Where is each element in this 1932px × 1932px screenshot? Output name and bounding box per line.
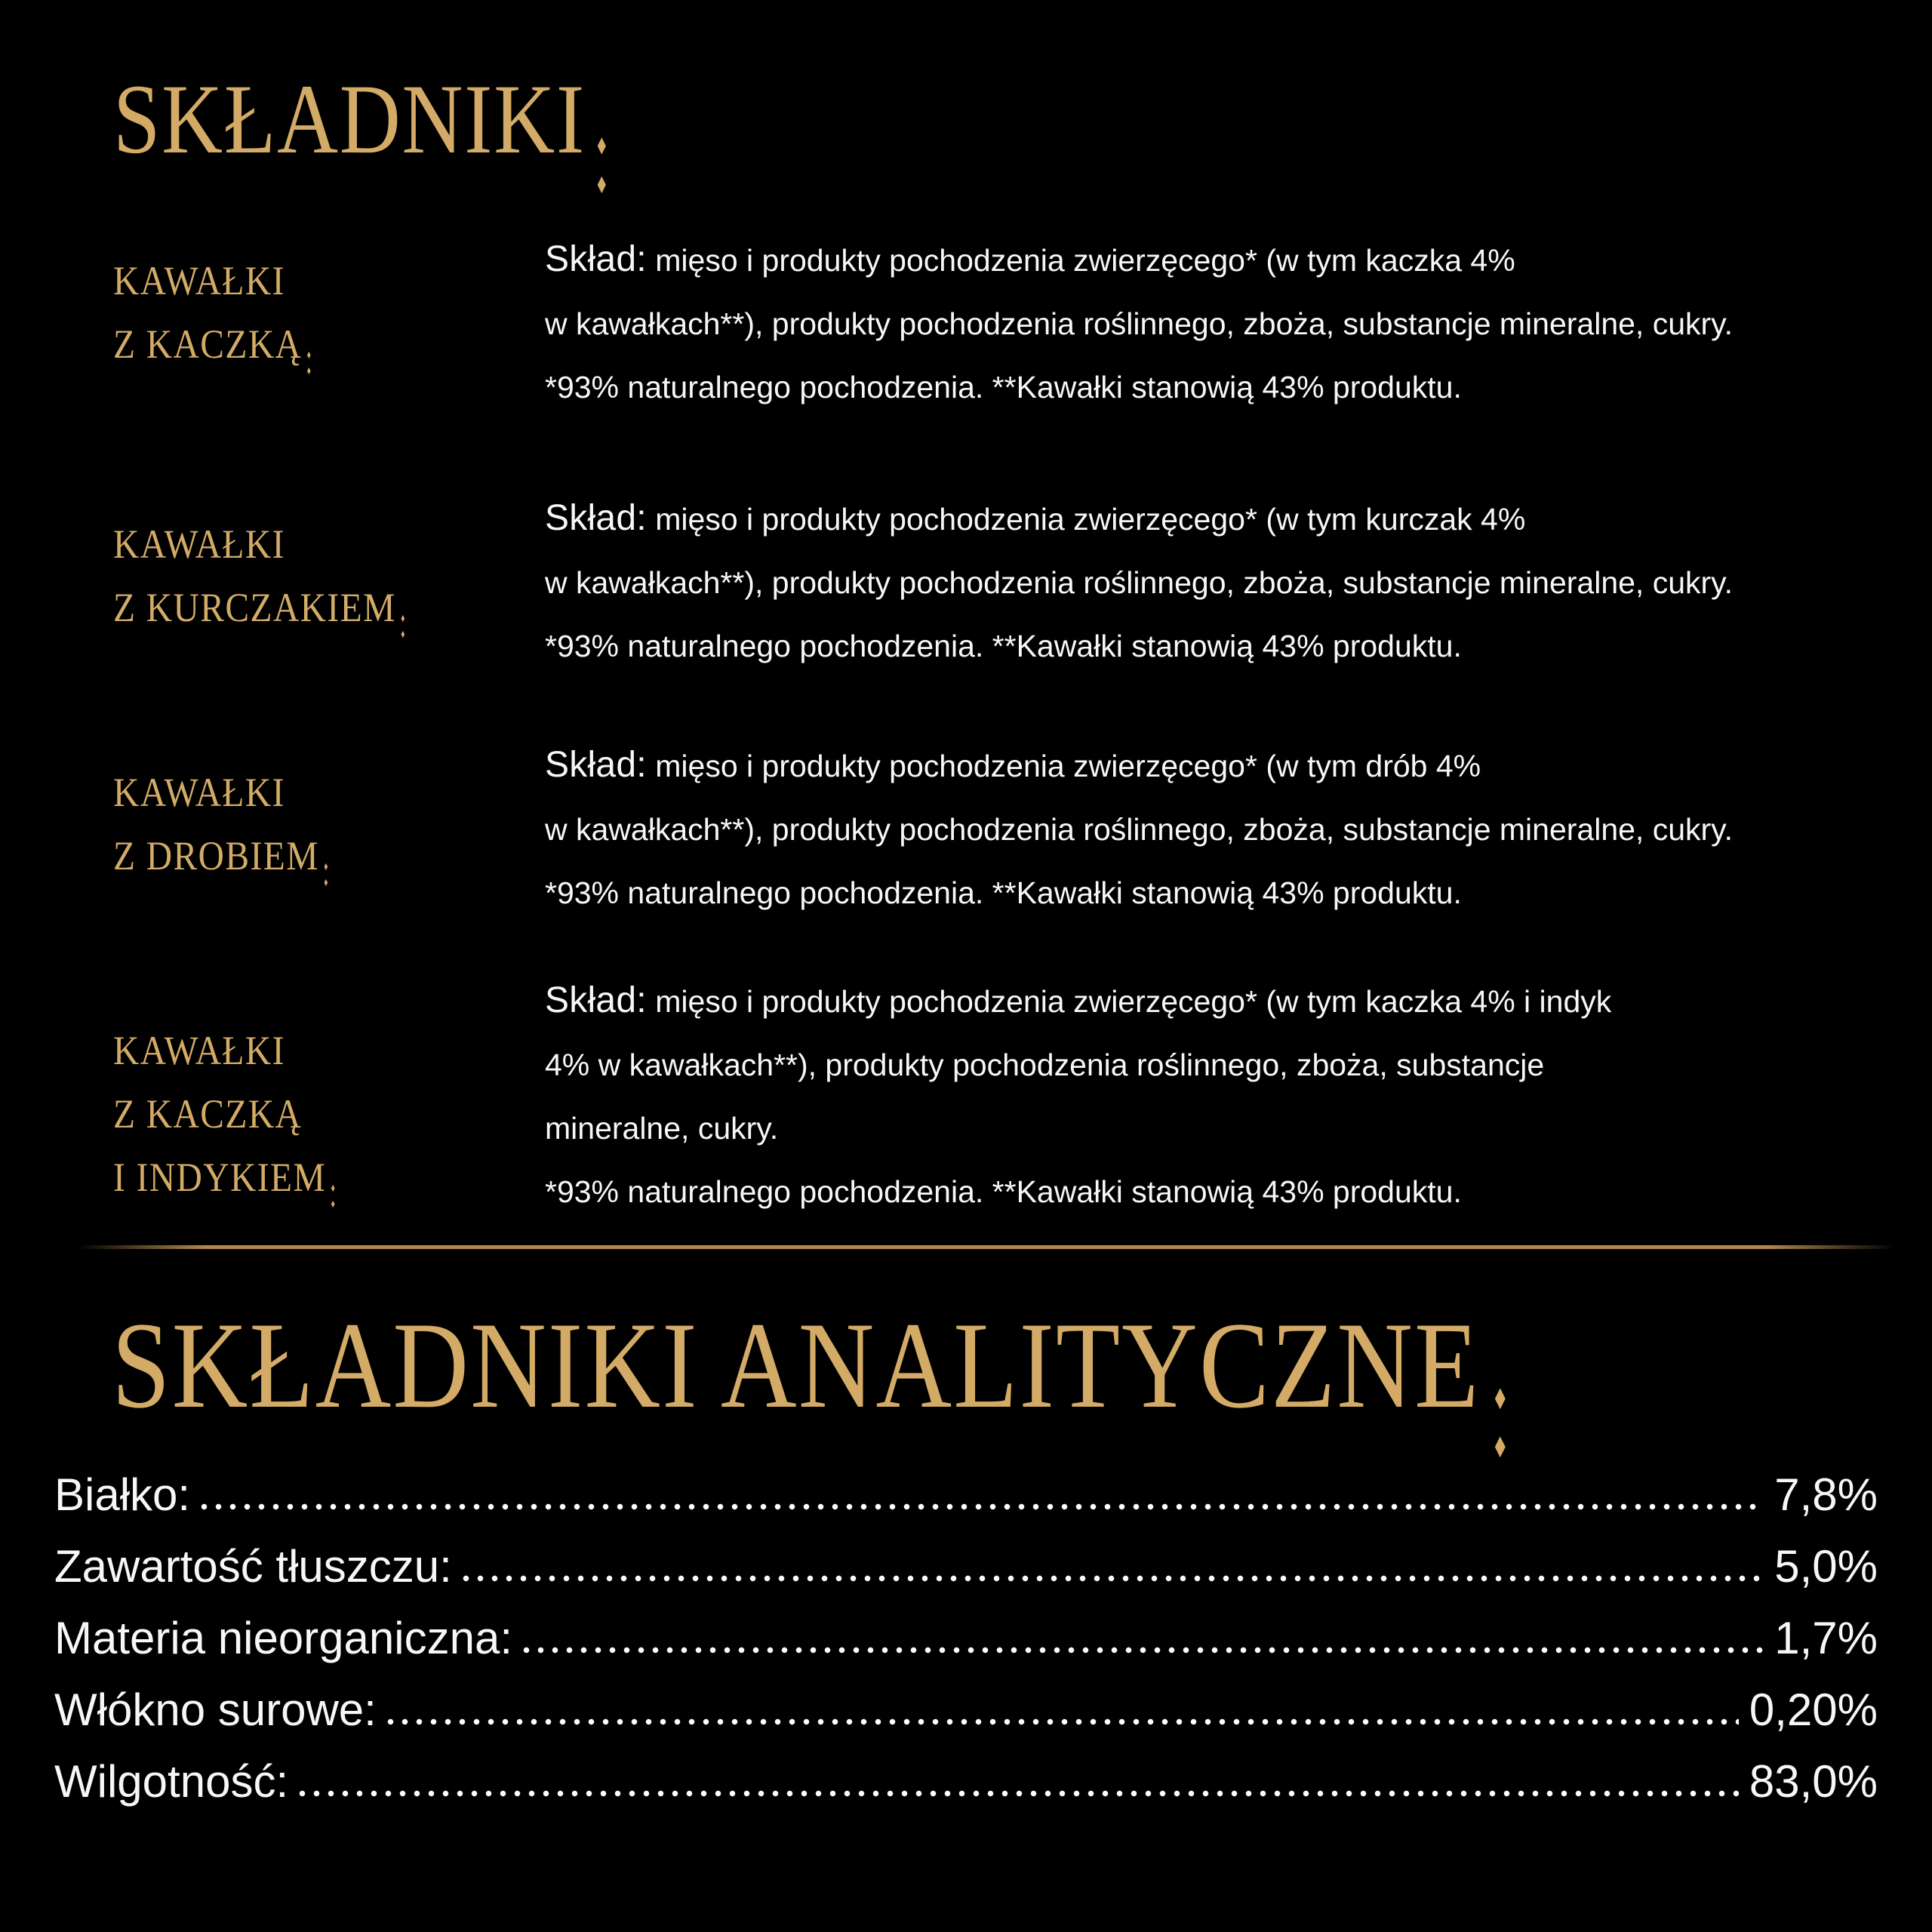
sklad-prefix: Skład:: [545, 745, 647, 785]
section-label-line: Z KACZKĄ: [113, 312, 493, 376]
analytical-value: 7,8%: [1774, 1469, 1878, 1520]
analytical-label: Materia nieorganiczna:: [54, 1613, 513, 1663]
analytical-row: [54, 1540, 1878, 1612]
section-label-line: I INDYKIEM: [113, 1146, 493, 1209]
sklad-prefix: Skład:: [545, 498, 647, 538]
ingredients-title: SKŁADNIKI: [113, 69, 606, 193]
section-label-line: Z DROBIEM: [113, 824, 493, 888]
dotted-leader: [463, 1575, 1764, 1582]
section-label: [113, 228, 545, 419]
analytical-row: [54, 1684, 1878, 1755]
analytical-value: 5,0%: [1774, 1541, 1878, 1592]
section-label-line: Z KACZKĄ: [113, 1091, 303, 1137]
composition-line: mięso i produkty pochodzenia zwierzęcego* (w tym kaczka 4%: [655, 243, 1515, 278]
section-label-line: KAWAŁKI: [113, 521, 285, 567]
diamond-colon: [325, 863, 328, 886]
dotted-leader: [201, 1503, 1764, 1510]
analytical-value: 83,0%: [1749, 1756, 1878, 1807]
analytical-label: Białko:: [54, 1469, 191, 1520]
sklad-prefix: Skład:: [545, 239, 647, 279]
analytical-label: Wilgotność:: [54, 1756, 289, 1807]
section-composition: [545, 734, 1894, 924]
section-row-chicken: [113, 487, 1894, 678]
section-label-line: KAWAŁKI: [113, 258, 285, 303]
composition-line: *93% naturalnego pochodzenia. **Kawałki stanowią 43% produktu.: [545, 875, 1462, 910]
composition-line: mięso i produkty pochodzenia zwierzęcego* (w tym kaczka 4% i indyk: [655, 984, 1612, 1019]
diamond-colon: [307, 352, 311, 374]
section-row-poultry: [113, 734, 1894, 924]
gold-divider: [78, 1245, 1895, 1249]
dotted-leader: [299, 1790, 1739, 1797]
diamond-colon: [331, 1185, 335, 1208]
composition-line: mięso i produkty pochodzenia zwierzęcego* (w tym kurczak 4%: [655, 502, 1526, 537]
analytical-label: Zawartość tłuszczu:: [54, 1541, 452, 1592]
section-row-duck-turkey: [113, 969, 1894, 1223]
composition-line: w kawałkach**), produkty pochodzenia roślinnego, zboża, substancje mineralne, cukry.: [545, 306, 1734, 341]
section-composition: [545, 969, 1894, 1223]
composition-line: *93% naturalnego pochodzenia. **Kawałki stanowią 43% produktu.: [545, 629, 1462, 663]
analytical-label: Włókno surowe:: [54, 1684, 377, 1735]
section-label-line: KAWAŁKI: [113, 770, 285, 815]
analytical-row: [54, 1612, 1878, 1684]
composition-line: 4% w kawałkach**), produkty pochodzenia roślinnego, zboża, substancje: [545, 1048, 1545, 1082]
analytical-list: [54, 1469, 1878, 1827]
sklad-prefix: Skład:: [545, 980, 647, 1020]
section-label: [113, 969, 545, 1223]
composition-line: mięso i produkty pochodzenia zwierzęcego* (w tym drób 4%: [655, 749, 1481, 783]
section-composition: [545, 487, 1894, 678]
analytical-value: 1,7%: [1774, 1613, 1878, 1663]
analytical-title: SKŁADNIKI ANALITYCZNE: [112, 1304, 1506, 1457]
analytical-row: [54, 1469, 1878, 1540]
composition-line: w kawałkach**), produkty pochodzenia roślinnego, zboża, substancje mineralne, cukry.: [545, 812, 1734, 847]
section-label: [113, 734, 545, 924]
section-label-line: KAWAŁKI: [113, 1028, 285, 1073]
diamond-colon: [598, 137, 606, 193]
section-composition: [545, 228, 1894, 419]
section-label: [113, 487, 545, 678]
analytical-value: 0,20%: [1749, 1684, 1878, 1735]
composition-line: *93% naturalnego pochodzenia. **Kawałki stanowią 43% produktu.: [545, 1174, 1462, 1209]
section-row-duck: [113, 228, 1894, 419]
diamond-colon: [1495, 1388, 1506, 1457]
section-label-line: Z KURCZAKIEM: [113, 576, 493, 639]
composition-line: w kawałkach**), produkty pochodzenia roślinnego, zboża, substancje mineralne, cukry.: [545, 565, 1734, 600]
diamond-colon: [401, 615, 405, 638]
composition-line: *93% naturalnego pochodzenia. **Kawałki stanowią 43% produktu.: [545, 370, 1462, 405]
dotted-leader: [387, 1718, 1739, 1725]
analytical-row: [54, 1755, 1878, 1827]
composition-line: mineralne, cukry.: [545, 1111, 779, 1146]
dotted-leader: [523, 1647, 1764, 1654]
